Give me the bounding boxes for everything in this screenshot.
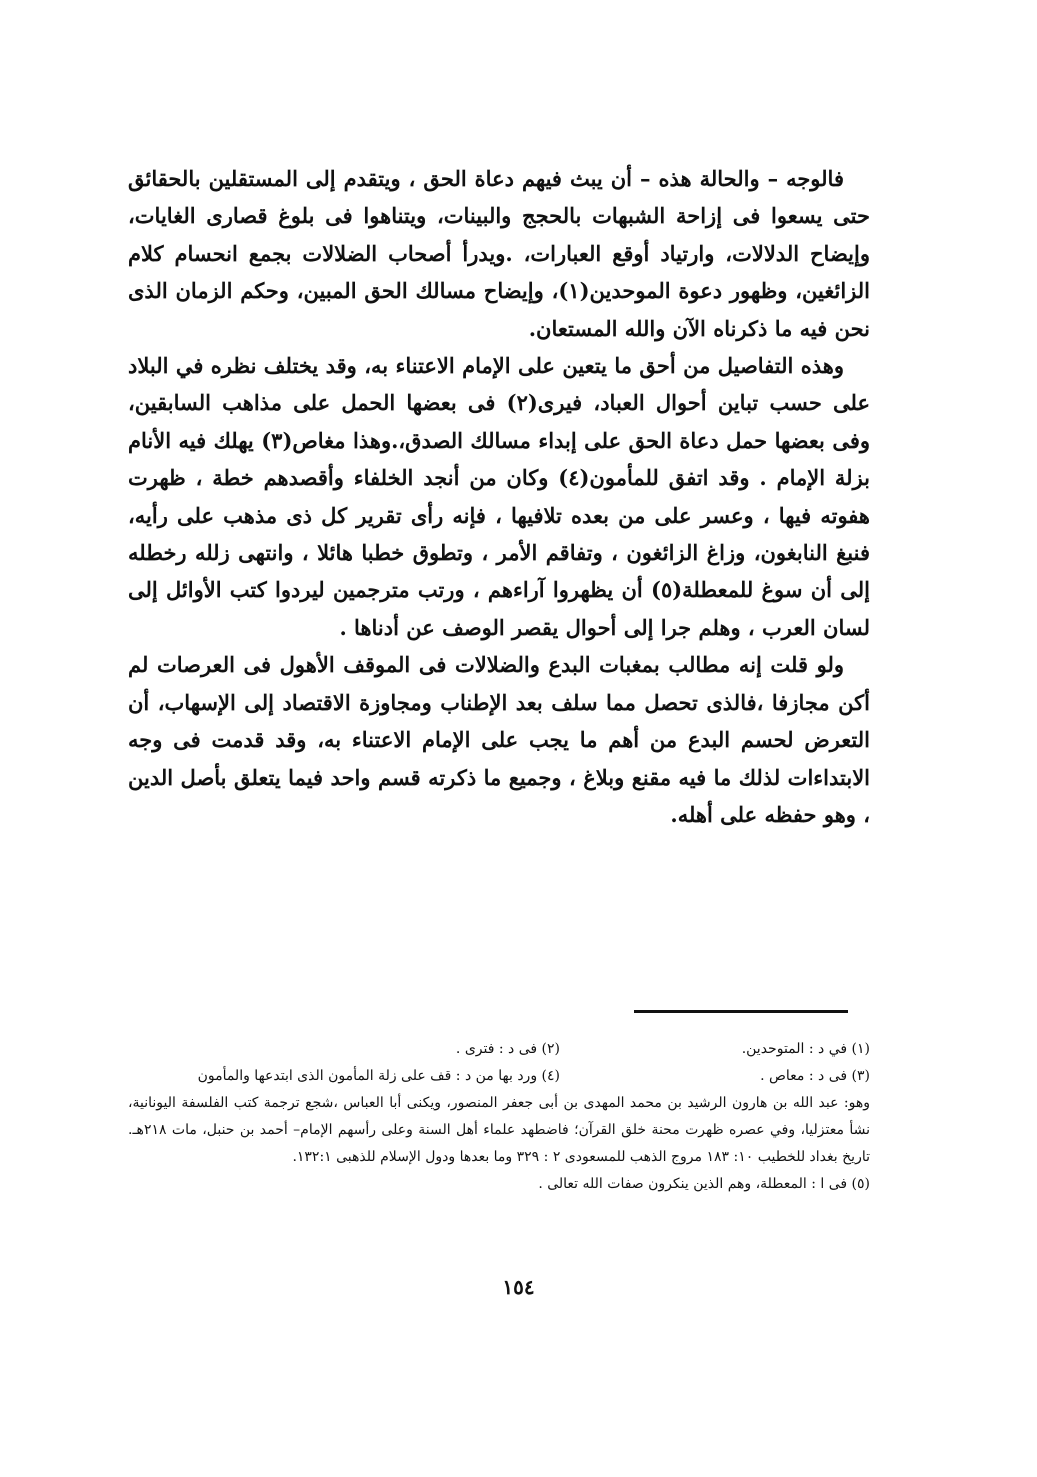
paragraph-2: وهذه التفاصيل من أحق ما يتعين على الإمام الاعتناء به، وقد يختلف نظره في البلاد على حسب تباين أحوال العباد، فيرى(٢) فى بعضها الحمل على مذاهب السابقين، وفى بعضها حمل دعاة الحق على إبداء مسالك الصدق،.وهذا مغاص(٣) يهلك فيه الأنام بزلة الإمام . وقد اتفق للمأمون(٤) وكان من أنجد الخلفاء وأقصدهم خطة ، ظهرت هفوته فيها ، وعسر على من بعده تلافيها ، فإنه رأى تقرير كل ذى مذهب على رأيه، فنبغ النابغون، وزاغ الزائغون ، وتفاقم الأمر ، وتطوق خطبا هائلا ، وانتهى زلله رخطله إلى أن سوغ للمعطلة(٥) أن يظهروا آراءهم ، ورتب مترجمين ليردوا كتب الأوائل إلى لسان العرب ، وهلم جرا إلى أحوال يقصر الوصف عن أدناها .: [128, 353, 871, 640]
footnote-2: (٢) فى د : فترى .: [455, 1041, 560, 1057]
footnotes: [128, 1036, 870, 1198]
footnote-4-continuation: وهو: عبد الله بن هارون الرشيد بن محمد المهدى بن أبى جعفر المنصور، ويكنى أبا العباس ،شجع ترجمة كتب الفلسفة اليونانية، نشأ معتزليا، وفي عصره ظهرت محنة خلق القرآن؛ فاضطهد علماء أهل السنة وعلى رأسهم الإمام– أحمد بن حنبل، مات ٢١٨هـ. تاريخ بغداد للخطيب ١٠: ١٨٣ مروج الذهب للمسعودى ٢ : ٣٢٩ وما بعدها ودول الإسلام للذهبى ١٣٢:١.: [128, 1095, 870, 1165]
footnote-5: (٥) فى ا : المعطلة، وهم الذين ينكرون صفات الله تعالى .: [538, 1176, 870, 1192]
footnote-row-1: [128, 1036, 870, 1063]
footnote-3: (٣) فى د : معاص .: [760, 1068, 870, 1084]
paragraph-1: فالوجه – والحالة هذه – أن يبث فيهم دعاة الحق ، ويتقدم إلى المستقلين بالحقائق حتى يسعوا فى إزاحة الشبهات بالحجج والبينات، ويتناهوا فى بلوغ قصارى الغايات، وإيضاح الدلالات، وارتياد أوقع العبارات، .ويدرأ أصحاب الضلالات بجمع انحسام كلام الزائغين، وظهور دعوة الموحدين(١)، وإيضاح مسالك الحق المبين، وحكم الزمان الذى نحن فيه ما ذكرناه الآن والله المستعان.: [128, 166, 870, 341]
paragraph-3: ولو قلت إنه مطالب بمغبات البدع والضلالات فى الموقف الأهول فى العرصات لم أكن مجازفا ،فالذى تحصل مما سلف بعد الإطناب ومجاوزة الاقتصاد إلى الإسهاب، أن التعرض لحسم البدع من أهم ما يجب على الإمام الاعتناء به، وقد قدمت فى وجه الابتداءات لذلك ما فيه مقنع وبلاغ ، وجميع ما ذكرته قسم واحد فيما يتعلق بأصل الدين ، وهو حفظه على أهله.: [128, 652, 870, 827]
page-number: ١٥٤: [502, 1275, 535, 1299]
footnote-4: (٤) ورد بها من د : قف على زلة المأمون الذى ابتدعها والمأمون: [197, 1068, 560, 1084]
main-text: [128, 160, 870, 833]
footnote-1: (١) في د : المتوحدين.: [741, 1041, 870, 1057]
footnote-row-2: [128, 1063, 870, 1090]
footnote-separator: [634, 1010, 848, 1013]
